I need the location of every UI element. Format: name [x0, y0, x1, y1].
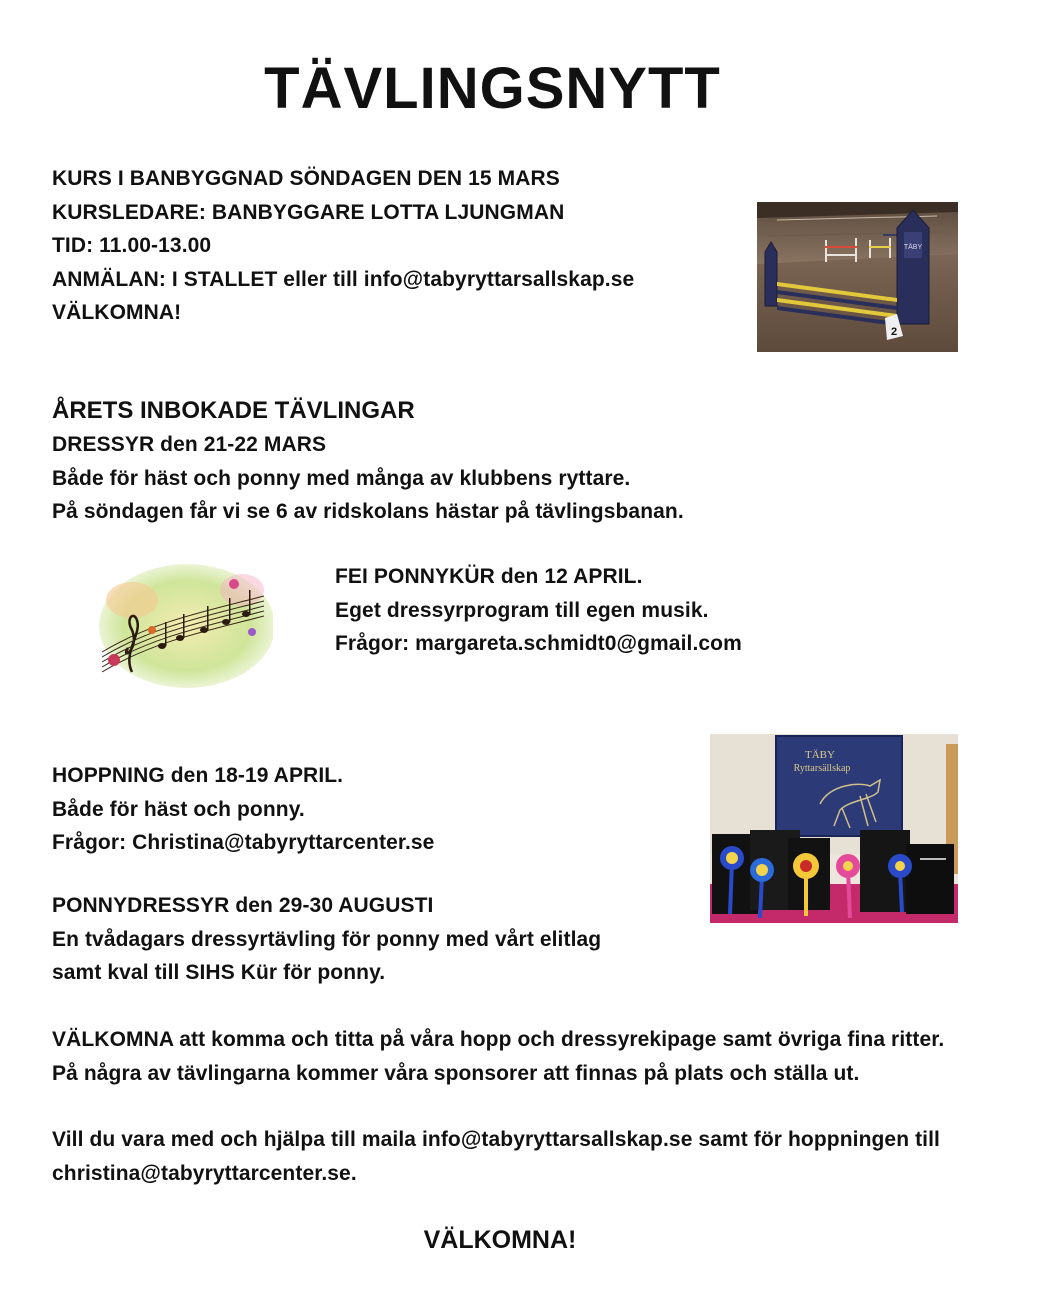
help-line: Vill du vara med och hjälpa till maila info@tabyryttarsallskap.se samt för hoppningen till: [52, 1128, 940, 1151]
banner-text-taby: TÄBY: [805, 749, 835, 761]
fei-line: Eget dressyrprogram till egen musik.: [335, 598, 709, 622]
course-line: ANMÄLAN: I STALLET eller till info@tabyryttarsallskap.se: [52, 267, 635, 291]
dressage-line: Både för häst och ponny med många av klubbens ryttare.: [52, 466, 631, 490]
course-line: KURSLEDARE: BANBYGGARE LOTTA LJUNGMAN: [52, 200, 565, 224]
course-line: TID: 11.00-13.00: [52, 234, 212, 258]
fei-section: [335, 560, 742, 661]
jumping-line: Både för häst och ponny.: [52, 797, 305, 821]
welcome-line: På några av tävlingarna kommer våra sponsorer att finnas på plats och ställa ut.: [52, 1061, 860, 1085]
pony-dressage-title: PONNYDRESSYR den 29-30 AUGUSTI: [52, 894, 434, 917]
page-title: TÄVLINGSNYTT: [264, 56, 721, 121]
welcome-line: VÄLKOMNA att komma och titta på våra hopp och dressyrekipage samt övriga fina ritter.: [52, 1028, 945, 1051]
arena-sign-text: TÄBY: [903, 244, 923, 251]
arena-photo: [757, 202, 958, 352]
jumping-line: Frågor: Christina@tabyryttarcenter.se: [52, 831, 435, 855]
dressage-line: På söndagen får vi se 6 av ridskolans hästar på tävlingsbanan.: [52, 500, 684, 524]
fei-title: FEI PONNYKÜR den 12 APRIL.: [335, 565, 643, 588]
help-line: christina@tabyryttarcenter.se.: [52, 1161, 357, 1185]
pony-dressage-line: En tvådagars dressyrtävling för ponny med vårt elitlag: [52, 927, 602, 951]
help-paragraph: [52, 1123, 940, 1190]
pony-dressage-line: samt kval till SIHS Kür för ponny.: [52, 961, 386, 985]
rosettes-banner-image: [710, 734, 958, 923]
welcome-paragraph: [52, 1023, 944, 1090]
footer-welcome: VÄLKOMNA!: [423, 1226, 577, 1254]
arena-number-sign: 2: [890, 326, 898, 338]
jumping-title: HOPPNING den 18-19 APRIL.: [52, 764, 344, 787]
course-section: [52, 162, 634, 330]
competitions-section: [52, 394, 684, 529]
fei-line: Frågor: margareta.schmidt0@gmail.com: [335, 632, 742, 656]
show-jumping-arena-image: [757, 202, 958, 352]
banner-text-club: Ryttarsällskap: [793, 763, 851, 774]
music-notes-icon: [92, 560, 273, 692]
dressage-title: DRESSYR den 21-22 MARS: [52, 433, 327, 456]
competitions-heading: ÅRETS INBOKADE TÄVLINGAR: [52, 397, 415, 424]
course-line: VÄLKOMNA!: [52, 301, 182, 325]
pony-dressage-section: [52, 889, 601, 990]
course-line: KURS I BANBYGGNAD SÖNDAGEN DEN 15 MARS: [52, 167, 560, 190]
prizes-photo: [710, 734, 958, 923]
jumping-section: [52, 759, 434, 860]
music-notes-image: [92, 560, 273, 692]
